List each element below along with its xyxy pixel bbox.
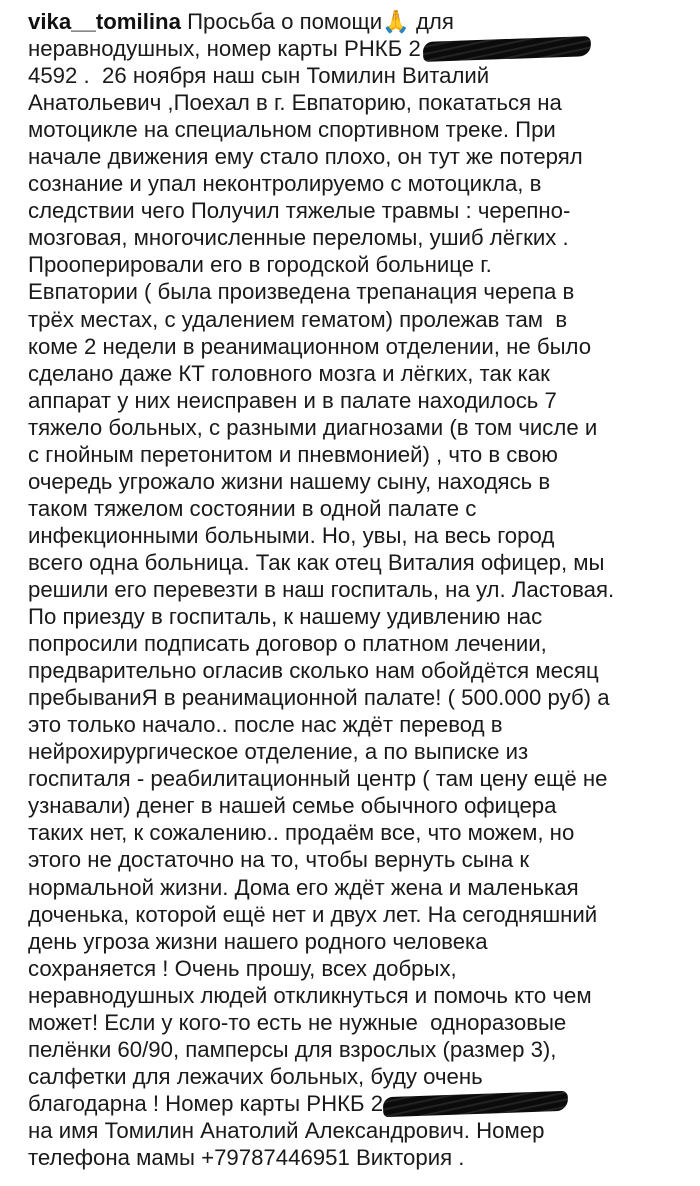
caption-line-37: неравнодушных людей откликнуться и помочь кто чем (28, 982, 592, 1008)
caption-line-36: сохраняется ! Очень прошу, всех добрых, (28, 955, 457, 981)
username-link[interactable]: vika__tomilina (28, 9, 181, 34)
caption-line-31: таких нет, к сожалению.. продаём все, что можем, но (28, 820, 575, 846)
caption-line-10: Прооперировали его в городской больнице г. (28, 252, 492, 278)
caption-line-41: благодарна ! Номер карты РНКБ 2 (28, 1090, 384, 1116)
caption-line-3: 4592 . 26 ноября наш сын Томилин Виталий (28, 63, 490, 89)
caption-line-4: Анатольевич ,Поехал в г. Евпаторию, покататься на (28, 90, 562, 116)
caption-line-9: мозговая, многочисленные переломы, ушиб лёгких . (28, 225, 569, 251)
caption-line-1: Просьба о помощи🙏 для (180, 9, 454, 34)
caption-line-6: начале движения ему стало плохо, он тут же потерял (28, 144, 583, 170)
caption-line-7: сознание и упал неконтролируемо с мотоцикла, в (28, 171, 542, 197)
caption-line-29: госпиталя - реабилитационный центр ( там цену ещё не (28, 766, 608, 792)
caption-line-22: решили его перевезти в наш госпиталь, на ул. Ластовая. (28, 576, 615, 602)
caption-line-34: доченька, которой ещё нет и двух лет. На сегодняшний (28, 901, 598, 927)
caption-line-43: телефона мамы +79787446951 Виктория . (28, 1144, 465, 1170)
caption-line-33: нормальной жизни. Дома его ждёт жена и маленькая (28, 874, 579, 900)
caption-line-30: узнавали) денег в нашей семье обычного офицера (28, 793, 557, 819)
caption-line-20: инфекционными больными. Но, увы, на весь город (28, 522, 555, 548)
caption-line-14: сделано даже КТ головного мозга и лёгких, так как (28, 360, 550, 386)
caption-line-38: может! Если у кого-то есть не нужные одноразовые (28, 1009, 567, 1035)
caption-line-40: салфетки для лежачих больных, буду очень (28, 1063, 483, 1089)
caption-line-26: пребываниЯ в реанимационной палате! ( 500.000 руб) а (28, 685, 610, 711)
caption-line-35: день угроза жизни нашего родного человека (28, 928, 488, 954)
caption-line-28: нейрохирургическое отделение, а по выписке из (28, 739, 529, 765)
caption-line-23: По приезду в госпиталь, к нашему удивлению нас (28, 604, 543, 630)
caption-line-13: коме 2 недели в реанимационном отделении, не было (28, 333, 592, 359)
caption-line-19: таком тяжелом состоянии в одной палате с (28, 495, 477, 521)
caption-line-2: неравнодушных, номер карты РНКБ 2 (28, 36, 421, 62)
caption-line-18: очередь угрожало жизни нашему сыну, находясь в (28, 468, 551, 494)
caption-line-25: предварительно огласив сколько нам обойдётся месяц (28, 658, 599, 684)
caption-line-42: на имя Томилин Анатолий Александрович. Номер (28, 1117, 545, 1143)
caption-line-11: Евпатории ( была произведена трепанация черепа в (28, 279, 575, 305)
caption-line-17: с гнойным перетонитом и пневмонией) , что в свою (28, 441, 558, 467)
caption-line-8: следствии чего Получил тяжелые травмы : черепно- (28, 198, 571, 224)
caption-line-12: трёх местах, с удалением гематом) пролежав там в (28, 306, 568, 332)
caption-line-24: попросили подписать договор о платном лечении, (28, 631, 547, 657)
caption-line-5: мотоцикле на специальном спортивном треке. При (28, 117, 556, 143)
post-caption (28, 8, 700, 1171)
redaction-scribble (383, 1091, 569, 1117)
caption-line-39: пелёнки 60/90, памперсы для взрослых (размер 3), (28, 1036, 557, 1062)
caption-line-15: аппарат у них неисправен и в палате находилось 7 (28, 387, 557, 413)
caption-line-16: тяжело больных, с разными диагнозами (в том числе и (28, 414, 598, 440)
caption-line-32: этого не достаточно на то, чтобы вернуть сына к (28, 847, 530, 873)
caption-line-21: всего одна больница. Так как отец Виталия офицер, мы (28, 549, 605, 575)
caption-line-27: это только начало.. после нас ждёт перевод в (28, 712, 503, 738)
redaction-scribble (422, 36, 591, 62)
